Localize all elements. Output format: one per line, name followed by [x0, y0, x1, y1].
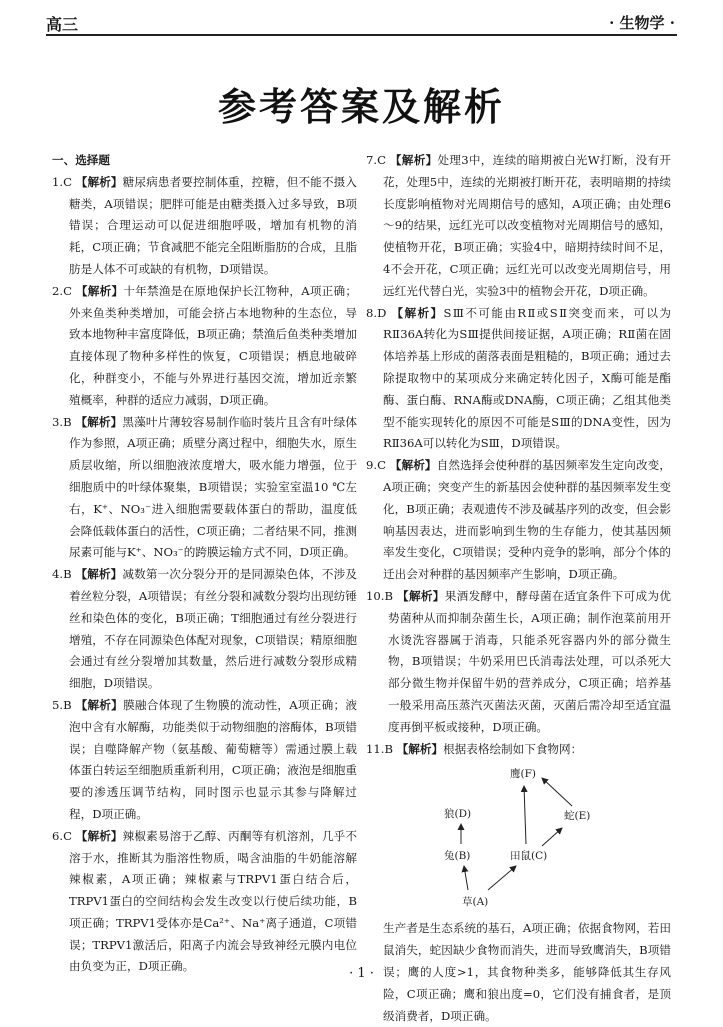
answer-item-10: 10.B 【解析】果酒发酵中，酵母菌在适宜条件下可成为优势菌种从而抑制杂菌生长，A项正确；制作泡菜前用开水烫洗容器属于消毒，只能杀死容器内外的部分微生物，B项错误；牛奶采用巴氏消毒法处理，可以杀死大部分微生物并保留牛奶的营养成分，C项正确；培养基一般采用高压蒸汽灭菌法灭菌，灭菌后需冷却至适宜温度再倒平板或接种，D项正确。: [366, 588, 671, 734]
arrow-vole-to-snake: [542, 828, 562, 846]
header-rule: [46, 34, 677, 36]
answer-item-2: 2.C 【解析】十年禁渔是在原地保护长江物种，A项正确；外来鱼类种类增加，可能会挤占本地物种的生态位，导致本地物种丰富度降低，B项正确；禁渔后鱼类种类增加直接体现了物种多样性的恢复，C项错误；栖息地破碎化，种群变小，不能与外界进行基因交流，增加近亲繁殖概率，种群的适应力减弱，D项正确。: [52, 283, 357, 407]
arrow-grass-to-vole: [488, 866, 516, 890]
left-column: [52, 150, 357, 978]
node-wolf: 狼(D): [444, 808, 472, 821]
header-grade: 高三: [46, 15, 79, 34]
answer-item-11-continued: 生产者是生态系统的基石，A项正确；依据食物网，若田鼠消失，蛇因缺少食物而消失，进而导致鹰消失，B项错误；鹰的人度>1，其食物种类多，能够降低其生存风险，C项正确；鹰和狼出度=0，它们没有捕食者，是顶级消费者，D项正确。: [383, 921, 671, 1023]
answer-item-8: 8.D 【解析】SⅢ不可能由RⅡ或SⅡ突变而来，可以为RⅡ36A转化为SⅢ提供间接证据，A项正确；RⅡ菌在固体培养基上形成的菌落表面是粗糙的，B项正确；通过去除提取物中的某项成分来确定转化因子，X酶可能是酯酶、蛋白酶、RNA酶或DNA酶，C项正确；乙组其他类型不能实现转化的原因不可能是SⅢ的DNA变性，因为RⅡ36A可以转化为SⅢ，D项错误。: [366, 305, 671, 451]
node-hawk: 鹰(F): [510, 768, 536, 781]
arrow-grass-to-rabbit: [464, 866, 468, 890]
answer-item-3: 3.B 【解析】黑藻叶片薄较容易制作临时装片且含有叶绿体作为参照，A项正确；质壁分离过程中，细胞失水，原生质层收缩，所以细胞液浓度增大，吸水能力增强，位于细胞质中的叶绿体聚集，B项错误；实验室室温10 ℃左右，K⁺、NO₃⁻进入细胞需要载体蛋白的帮助，温度低会降低载体蛋白的活性，C项正确；二者结果不同，推测尿素可能与K⁺、NO₃⁻的跨膜运输方式不同，D项正确。: [52, 414, 357, 560]
section-heading: 一、选择题: [52, 153, 110, 167]
food-web-diagram: [366, 762, 666, 914]
answer-item-9: 9.C 【解析】自然选择会使种群的基因频率发生定向改变，A项正确；突变产生的新基因会使种群的基因频率发生变化，B项正确；表观遗传不涉及碱基序列的改变，但会影响基因表达，进而影响到生物的生存能力，使其基因频率发生变化，C项错误；受种内竞争的影响，部分个体的迁出会对种群的基因频率产生影响，D项正确。: [366, 458, 671, 582]
node-rabbit: 兔(B): [444, 850, 471, 863]
node-vole: 田鼠(C): [510, 850, 548, 863]
page-number: · 1 ·: [349, 966, 374, 981]
header-subject: · 生物学 ·: [609, 14, 675, 32]
arrow-vole-to-hawk: [524, 786, 526, 844]
answer-item-5: 5.B 【解析】膜融合体现了生物膜的流动性，A项正确；液泡中含有水解酶，功能类似于动物细胞的溶酶体，B项错误；自噬降解产物（氨基酸、葡萄糖等）需通过膜上载体蛋白转运至细胞质重新利用，C项正确；液泡是细胞重要的渗透压调节结构，同时图示也显示其参与降解过程，D项正确。: [52, 697, 357, 821]
answer-item-11: 11.B 【解析】根据表格绘制如下食物网：: [366, 741, 583, 756]
node-grass: 草(A): [462, 896, 489, 909]
answer-item-7: 7.C 【解析】处理3中，连续的暗期被白光W打断，没有开花，处理5中，连续的光期被打断开花，表明暗期的持续长度影响植物对光周期信号的感知，A项正确；由处理6～9的结果，远红光可以改变植物对光周期信号的感知，使植物开花，B项正确；实验4中，暗期持续时间不足，4不会开花，C项正确；远红光可以改变光周期信号，用远红光代替白光，实验3中的植物会开花，D项正确。: [366, 153, 671, 298]
answer-item-1: 1.C 【解析】糖尿病患者要控制体重，控糖，但不能不摄入糖类，A项错误；肥胖可能是由糖类摄入过多导致，B项错误；合理运动可以促进细胞呼吸，增加有机物的消耗，C项正确；节食减肥不能完全阻断脂肪的合成，且脂肪是人体不可或缺的有机物，D项错误。: [52, 174, 357, 276]
arrow-snake-to-hawk: [542, 778, 572, 806]
right-column: [366, 150, 671, 1027]
answer-item-6: 6.C 【解析】辣椒素易溶于乙醇、丙酮等有机溶剂，几乎不溶于水，推断其为脂溶性物质，喝含油脂的牛奶能溶解辣椒素，A项正确；辣椒素与TRPV1蛋白结合后，TRPV1蛋白的空间结构会发生改变以行使后续功能，B项正确；TRPV1受体亦是Ca²⁺、Na⁺离子通道，C项错误；TRPV1激活后，阳离子内流会导致神经元膜内电位由负变为正，D项正确。: [52, 828, 357, 974]
page-title: 参考答案及解析: [217, 85, 505, 129]
node-snake: 蛇(E): [564, 810, 591, 823]
answer-item-4: 4.B 【解析】减数第一次分裂分开的是同源染色体，不涉及着丝粒分裂，A项错误；有丝分裂和减数分裂均出现纺锤丝和染色体的变化，B项正确；T细胞通过有丝分裂进行增殖，不存在同源染色体配对现象，C项错误；精原细胞会通过有丝分裂增加其数量，然后进行减数分裂形成精细胞，D项错误。: [52, 567, 357, 691]
